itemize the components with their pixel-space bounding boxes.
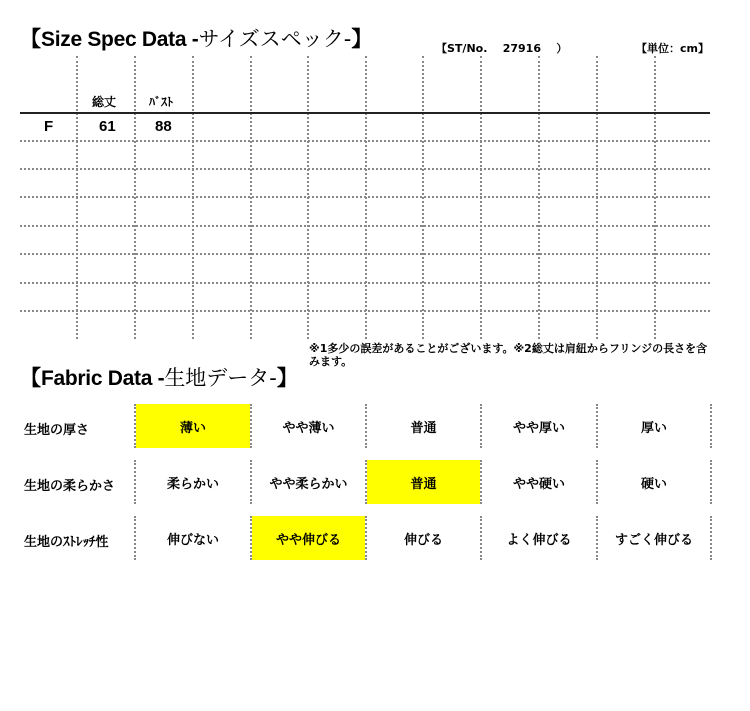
style-number: 【ST/No. 27916 ） (436, 42, 568, 55)
header-separator (20, 112, 710, 114)
unit-label: 【単位：cm】 (636, 42, 709, 55)
fabric-option-softness-3: 普通 (367, 460, 480, 504)
fabric-option-stretch-5: すごく伸びる (614, 532, 693, 548)
fabric-option-softness-5: 硬い (640, 476, 667, 492)
fabric-data-title: 【Fabric Data -生地データ-】 (20, 366, 298, 390)
fabric-option-thickness-5: 厚い (640, 420, 667, 436)
length-value: 61 (99, 118, 116, 135)
column-header-length: 総丈 (92, 95, 117, 109)
fabric-option-stretch-3: 伸びる (403, 532, 443, 548)
fabric-option-thickness-2: やや薄い (282, 420, 335, 436)
fabric-option-stretch-2: やや伸びる (252, 516, 365, 560)
column-header-bust: ﾊﾞｽﾄ (149, 95, 174, 109)
fabric-option-stretch-1: 伸びない (166, 532, 219, 548)
size-label: F (44, 118, 54, 135)
fabric-row-label-stretch: 生地のｽﾄﾚｯﾁ性 (24, 535, 109, 550)
fabric-option-softness-2: やや柔らかい (269, 476, 348, 492)
fabric-option-softness-1: 柔らかい (166, 476, 219, 492)
fabric-option-thickness-4: やや厚い (512, 420, 565, 436)
fabric-row-label-softness: 生地の柔らかさ (24, 479, 116, 494)
fabric-option-stretch-4: よく伸びる (506, 532, 572, 548)
fabric-row-label-thickness: 生地の厚さ (24, 423, 90, 438)
measurement-note: ※1多少の誤差があることがございます。※2総丈は肩紐からフリンジの長さを含みます。 (309, 342, 708, 368)
size-spec-title: 【Size Spec Data -サイズスペック-】 (20, 27, 373, 51)
bust-value: 88 (155, 118, 172, 135)
fabric-option-softness-4: やや硬い (512, 476, 565, 492)
fabric-option-thickness-3: 普通 (410, 420, 437, 436)
fabric-option-thickness-1: 薄い (136, 404, 250, 448)
